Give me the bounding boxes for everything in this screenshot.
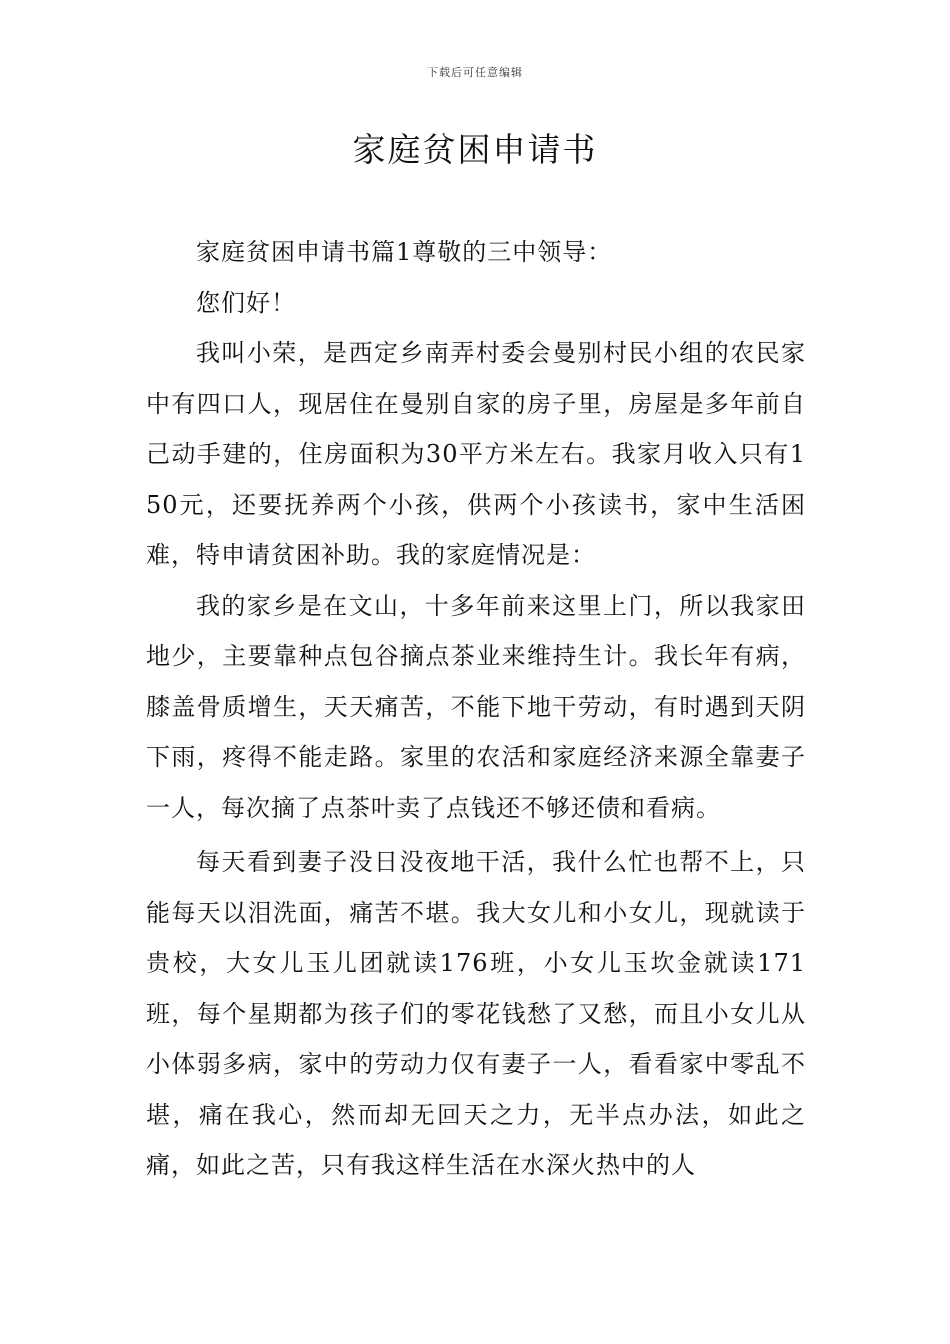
- header-note: 下载后可任意编辑: [427, 66, 523, 79]
- paragraph-introduction: 我叫小荣，是西定乡南弄村委会曼别村民小组的农民家中有四口人，现居住在曼别自家的房子里，房屋是多年前自己动手建的，住房面积为30平方米左右。我家月收入只有150元，还要抚养两个小孩，供两个小孩读书，家中生活困难，特申请贫困补助。我的家庭情况是：: [146, 339, 806, 569]
- document-title: 家庭贫困申请书: [352, 130, 598, 169]
- paragraph-daily-hardship: 每天看到妻子没日没夜地干活，我什么忙也帮不上，只能每天以泪洗面，痛苦不堪。我大女儿和小女儿，现就读于贵校，大女儿玉儿团就读176班，小女儿玉坎金就读171班，每个星期都为孩子们的零花钱愁了又愁，而且小女儿从小体弱多病，家中的劳动力仅有妻子一人，看看家中零乱不堪，痛在我心，然而却无回天之力，无半点办法，如此之痛，如此之苦，只有我这样生活在水深火热中的人: [146, 848, 806, 1179]
- paragraph-family-situation: 我的家乡是在文山，十多年前来这里上门，所以我家田地少，主要靠种点包谷摘点茶业来维持生计。我长年有病，膝盖骨质增生，天天痛苦，不能下地干劳动，有时遇到天阴下雨，疼得不能走路。家里的农活和家庭经济来源全靠妻子一人，每次摘了点茶叶卖了点钱还不够还债和看病。: [146, 591, 806, 822]
- paragraph-salutation: 家庭贫困申请书篇1尊敬的三中领导：: [196, 238, 613, 266]
- paragraph-greeting: 您们好！: [196, 288, 296, 317]
- document-body: [146, 227, 806, 1191]
